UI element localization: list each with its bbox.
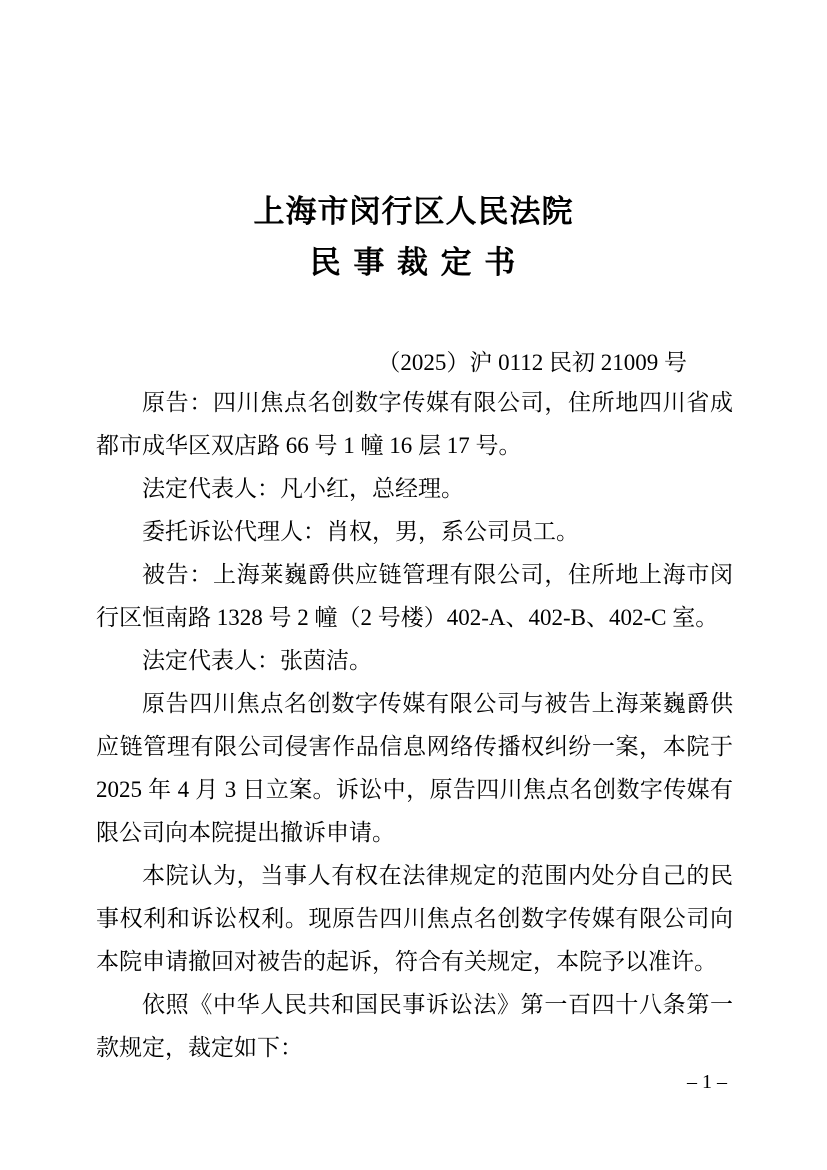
case-number: （2025）沪 0112 民初 21009 号 (377, 350, 687, 375)
paragraph-legal-basis: 依照《中华人民共和国民事诉讼法》第一百四十八条第一款规定，裁定如下： (96, 992, 733, 1060)
document-body (96, 381, 733, 1069)
paragraph-defendant: 被告：上海莱巍爵供应链管理有限公司，住所地上海市闵行区恒南路 1328 号 2 幢（2 号楼）402-A、402-B、402-C 室。 (96, 562, 733, 630)
paragraph-court-opinion: 本院认为，当事人有权在法律规定的范围内处分自己的民事权利和诉讼权利。现原告四川焦点名创数字传媒有限公司向本院申请撤回对被告的起诉，符合有关规定，本院予以准许。 (96, 863, 733, 974)
paragraph-plaintiff: 原告：四川焦点名创数字传媒有限公司，住所地四川省成都市成华区双店路 66 号 1 幢 16 层 17 号。 (96, 390, 733, 458)
paragraph-defendant-legal-representative: 法定代表人：张茵洁。 (142, 648, 372, 673)
page-number: – 1 – (687, 1071, 727, 1093)
paragraph-litigation-agent: 委托诉讼代理人：肖权，男，系公司员工。 (142, 519, 579, 544)
paragraph-plaintiff-legal-representative: 法定代表人：凡小红，总经理。 (142, 476, 464, 501)
court-name: 上海市闵行区人民法院 (253, 194, 574, 229)
document-title: 民 事 裁 定 书 (309, 245, 518, 280)
paragraph-case-summary: 原告四川焦点名创数字传媒有限公司与被告上海莱巍爵供应链管理有限公司侵害作品信息网络传播权纠纷一案，本院于 2025 年 4 月 3 日立案。诉讼中，原告四川焦点名创数字传媒有限公司向本院提出撤诉申请。 (96, 691, 733, 845)
